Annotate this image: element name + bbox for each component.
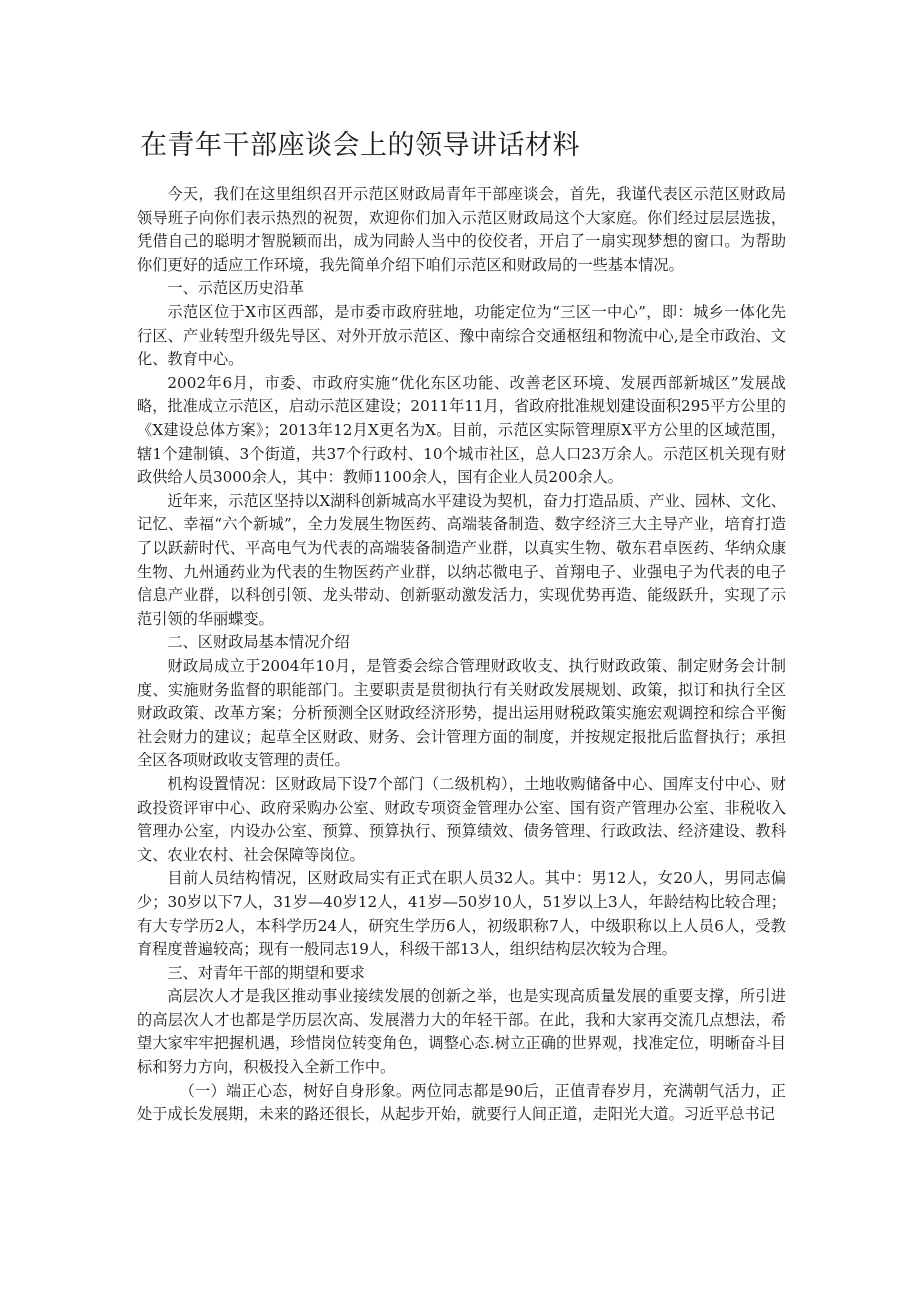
paragraph-location: 示范区位于X市区西部，是市委市政府驻地，功能定位为“三区一中心”，即：城乡一体化先行区、产业转型升级先导区、对外开放示范区、豫中南综合交通枢纽和物流中心,是全市政治、文化、教育中心。: [137, 303, 786, 369]
paragraph-talent: 高层次人才是我区推动事业接续发展的创新之举，也是实现高质量发展的重要支撑，所引进的高层次人才也都是学历层次高、发展潜力大的年轻干部。在此，我和大家再交流几点想法，希望大家牢牢把握机遇，珍惜岗位转变角色，调整心态.树立正确的世界观，找准定位，明晰奋斗目标和努力方向，积极投入全新工作中。: [137, 987, 786, 1077]
paragraph-organization: 机构设置情况：区财政局下设7个部门（二级机构），土地收购储备中心、国库支付中心、财政投资评审中心、政府采购办公室、财政专项资金管理办公室、国有资产管理办公室、非税收入管理办公室，内设办公室、预算、预算执行、预算绩效、债务管理、行政政法、经济建设、教科文、农业农村、社会保障等岗位。: [137, 774, 786, 864]
paragraph-development: 近年来，示范区坚持以X湖科创新城高水平建设为契机，奋力打造品质、产业、园林、文化、记忆、幸福“六个新城”，全力发展生物医药、高端装备制造、数字经济三大主导产业，培育打造了以跃薪时代、平高电气为代表的高端装备制造产业群，以真实生物、敬东君卓医药、华纳众康生物、九州通药业为代表的生物医药产业群，以纳芯微电子、首翔电子、业强电子为代表的电子信息产业群，以科创引领、龙头带动、创新驱动激发活力，实现优势再造、能级跃升，实现了示范引领的华丽蝶变。: [137, 491, 786, 628]
document-title: 在青年干部座谈会上的领导讲话材料: [140, 130, 580, 161]
section-heading-history: 一、示范区历史沿革: [167, 279, 305, 298]
document-page: [137, 128, 786, 1127]
paragraph-bureau-duties: 财政局成立于2004年10月，是管委会综合管理财政收支、执行财政政策、制定财务会计制度、实施财务监督的职能部门。主要职责是贯彻执行有关财政发展规划、政策，拟订和执行全区财政政策、改革方案；分析预测全区财政经济形势，提出运用财税政策实施宏观调控和综合平衡社会财力的建议；起草全区财政、财务、会计管理方面的制度，并按规定报批后监督执行；承担全区各项财政收支管理的责任。: [137, 656, 786, 770]
section-heading-finance-bureau: 二、区财政局基本情况介绍: [167, 633, 350, 652]
paragraph-intro: 今天，我们在这里组织召开示范区财政局青年干部座谈会，首先，我谨代表区示范区财政局领导班子向你们表示热烈的祝贺，欢迎你们加入示范区财政局这个大家庭。你们经过层层选拔，凭借自己的聪明才智脱颖而出，成为同龄人当中的佼佼者，开启了一扇实现梦想的窗口。为帮助你们更好的适应工作环境，我先简单介绍下咱们示范区和财政局的一些基本情况。: [137, 185, 786, 274]
section-heading-expectations: 三、对青年干部的期望和要求: [167, 963, 365, 982]
paragraph-staff-structure: 目前人员结构情况，区财政局实有正式在职人员32人。其中：男12人，女20人，男同志偏少；30岁以下7人，31岁—40岁12人，41岁—50岁10人，51岁以上3人，年龄结构比较合理；有大专学历2人，本科学历24人，研究生学历6人，初级职称7人，中级职称以上人员6人，受教育程度普遍较高；现有一般同志19人，科级干部13人，组织结构层次较为合理。: [137, 869, 786, 959]
paragraph-mindset: （一）端正心态，树好自身形象。两位同志都是90后，正值青春岁月，充满朝气活力，正处于成长发展期，未来的路还很长，从起步开始，就要行人间正道，走阳光大道。习近平总书记: [137, 1081, 786, 1124]
paragraph-establishment: 2002年6月，市委、市政府实施“优化东区功能、改善老区环境、发展西部新城区”发展战略，批准成立示范区，启动示范区建设；2011年11月，省政府批准规划建设面积295平方公里的《X建设总体方案》；2013年12月X更名为X。目前，示范区实际管理原X平方公里的区域范围，辖1个建制镇、3个街道，共37个行政村、10个城市社区，总人口23万余人。示范区机关现有财政供给人员3000余人，其中：教师1100余人，国有企业人员200余人。: [137, 373, 786, 487]
